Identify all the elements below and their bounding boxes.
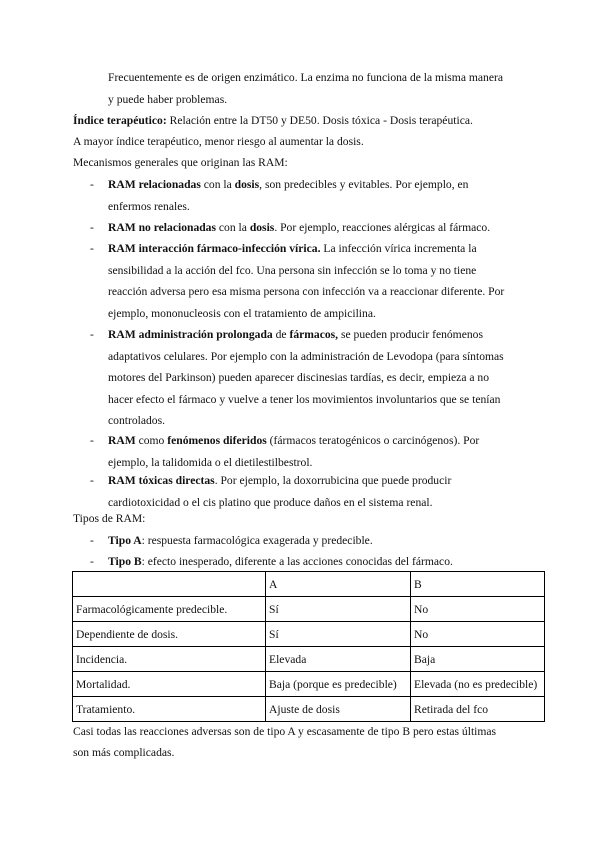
bullet-dash: - — [90, 221, 94, 234]
list-item-line — [108, 367, 529, 389]
list-item-line — [108, 430, 529, 452]
intro-line-2: y puede haber problemas. — [108, 93, 228, 106]
bullet-dash: - — [90, 434, 94, 447]
bold-term: RAM — [108, 434, 136, 447]
mecanismos-heading: Mecanismos generales que originan las RAM: — [73, 156, 288, 169]
list-item-line — [108, 492, 529, 514]
list-item-line — [108, 303, 529, 325]
table-row — [73, 672, 545, 697]
text-run: , son predecibles y evitables. Por ejemplo, en — [259, 178, 469, 191]
bold-term: RAM interacción fármaco-infección vírica. — [108, 242, 321, 255]
table-cell: Mortalidad. — [73, 672, 266, 697]
table-cell: Dependiente de dosis. — [73, 622, 266, 647]
bold-term: RAM relacionadas — [108, 178, 201, 191]
text-run: con la — [200, 178, 235, 191]
table-cell: Elevada (no es predecible) — [411, 672, 545, 697]
bullet-dash: - — [90, 474, 94, 487]
text-run: adaptativos celulares. Por ejemplo con la administración de Levodopa (para síntomas — [108, 349, 504, 363]
text-run: ejemplo, la talidomida o el dietilestilbestrol. — [108, 455, 313, 469]
text-run: (fármacos teratogénicos o carcinógenos). Por — [266, 434, 480, 447]
table-header-cell: B — [411, 572, 545, 597]
table-cell: Ajuste de dosis — [266, 697, 411, 722]
text-run: motores del Parkinson) pueden aparecer discinesias tardías, es decir, empieza a no — [108, 371, 490, 384]
table-cell: No — [411, 622, 545, 647]
text-run: : efecto inesperado, diferente a las acciones conocidas del fármaco. — [141, 555, 453, 568]
bullet-dash: - — [90, 555, 94, 568]
table-cell: Tratamiento. — [73, 697, 266, 722]
text-run: controlados. — [108, 414, 165, 427]
intro-line-1: Frecuentemente es de origen enzimático. La enzima no funciona de la misma manera — [108, 71, 503, 84]
list-item-line — [108, 470, 529, 492]
indice-definition: Relación entre la DT50 y DE50. Dosis tóxica - Dosis terapéutica. — [166, 114, 473, 127]
table-row — [73, 597, 545, 622]
list-item-line — [108, 281, 529, 303]
tipos-heading: Tipos de RAM: — [73, 512, 146, 525]
list-item-line — [108, 238, 529, 260]
text-run: La infección vírica incrementa la — [320, 242, 477, 255]
text-run: con la — [216, 221, 250, 234]
bullet-dash: - — [90, 534, 94, 547]
bold-term: fármacos, — [289, 328, 339, 341]
table-row — [73, 622, 545, 647]
ram-comparison-table — [72, 571, 545, 722]
table-cell: No — [411, 597, 545, 622]
table-cell: Baja — [411, 647, 545, 672]
text-run: como — [135, 434, 168, 447]
text-run: reacción adversa pero esa misma persona con infección va a reaccionar diferente. Por — [108, 285, 505, 298]
list-item-line — [108, 551, 529, 573]
bold-term: RAM no relacionadas — [108, 221, 216, 234]
bold-term: dosis — [234, 178, 260, 191]
text-run: . Por ejemplo, la doxorrubicina que puede producir — [214, 474, 452, 487]
list-item-line — [108, 389, 529, 411]
table-cell: Baja (porque es predecible) — [266, 672, 411, 697]
table-cell: Sí — [266, 622, 411, 647]
list-item-line — [108, 196, 529, 218]
bold-term: dosis — [249, 221, 275, 234]
bullet-dash: - — [90, 178, 94, 191]
list-item-line — [108, 530, 529, 552]
table-row — [73, 647, 545, 672]
indice-note: A mayor índice terapéutico, menor riesgo al aumentar la dosis. — [73, 135, 364, 148]
closing-line-1: Casi todas las reacciones adversas son de tipo A y escasamente de tipo B pero estas últimas — [73, 725, 497, 738]
text-run: sensibilidad a la acción del fco. Una persona sin infección se lo toma y no tiene — [108, 263, 477, 277]
bold-term: fenómenos diferidos — [167, 434, 267, 447]
indice-term: Índice terapéutico: — [73, 114, 167, 127]
bold-term: Tipo A — [108, 534, 142, 547]
closing-line-2: son más complicadas. — [73, 746, 175, 759]
text-run: hacer efecto el fármaco y vuelve a tener los movimientos involuntarios que se tenían — [108, 392, 501, 406]
text-run: se pueden producir fenómenos — [338, 328, 483, 341]
list-item-line — [108, 217, 529, 239]
table-header-cell — [73, 572, 266, 597]
bullet-dash: - — [90, 328, 94, 341]
list-item-line — [108, 346, 529, 368]
list-item-line — [108, 324, 529, 346]
text-run: enfermos renales. — [108, 199, 190, 213]
table-cell: Elevada — [266, 647, 411, 672]
bold-term: RAM tóxicas directas — [108, 474, 215, 487]
table-row — [73, 697, 545, 722]
text-run: ejemplo, mononucleosis con el tratamiento de ampicilina. — [108, 306, 376, 320]
table-cell: Incidencia. — [73, 647, 266, 672]
list-item-line — [108, 174, 529, 196]
text-run: de — [272, 328, 290, 341]
table-header-row — [73, 572, 545, 597]
bullet-dash: - — [90, 242, 94, 255]
text-run: : respuesta farmacológica exagerada y predecible. — [141, 534, 373, 547]
table-cell: Farmacológicamente predecible. — [73, 597, 266, 622]
table-header-cell: A — [266, 572, 411, 597]
list-item-line — [108, 410, 529, 432]
table-cell: Sí — [266, 597, 411, 622]
table-cell: Retirada del fco — [411, 697, 545, 722]
text-run: cardiotoxicidad o el cis platino que produce daños en el sistema renal. — [108, 495, 433, 509]
bold-term: RAM administración prolongada — [108, 328, 273, 341]
bold-term: Tipo B — [108, 555, 142, 568]
list-item-line — [108, 260, 529, 282]
indice-terapeutico — [73, 110, 473, 132]
text-run: . Por ejemplo, reacciones alérgicas al fármaco. — [274, 221, 491, 234]
